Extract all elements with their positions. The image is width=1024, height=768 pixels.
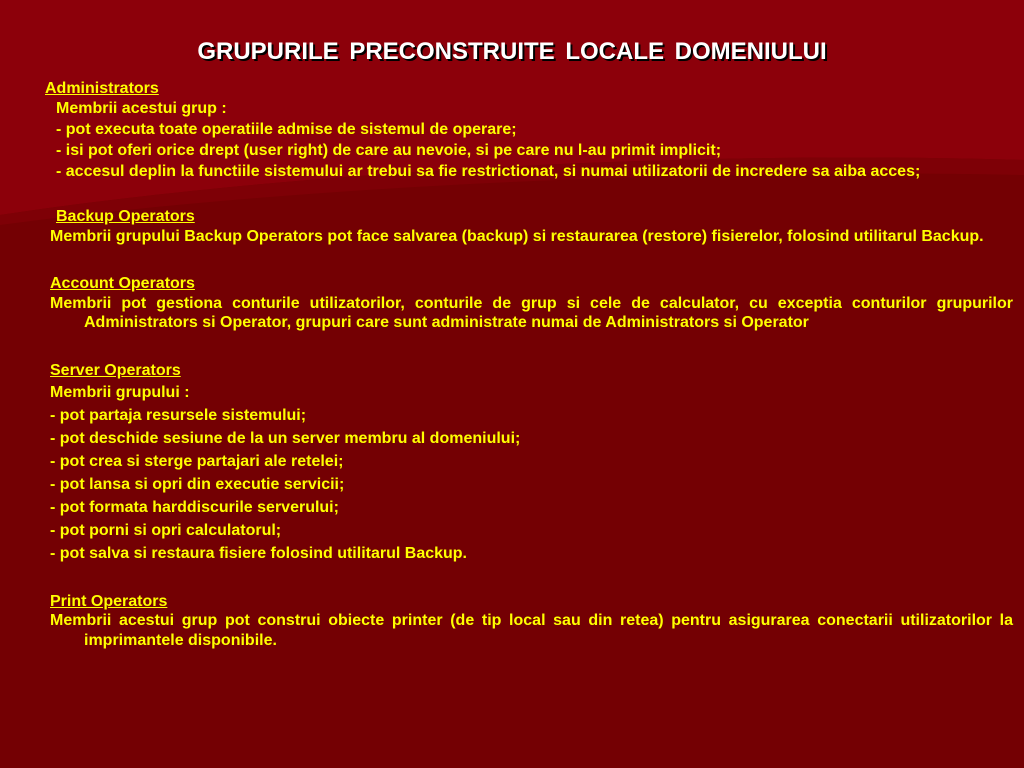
list-item: - pot formata harddiscurile serverului;	[50, 499, 339, 516]
list-item: - pot crea si sterge partajari ale retelei;	[50, 453, 344, 470]
list-item: - pot deschide sesiune de la un server membru al domeniului;	[50, 430, 521, 447]
section-administrators	[0, 79, 1024, 181]
list-item: - pot executa toate operatiile admise de sistemul de operare;	[56, 120, 517, 138]
section-account-operators	[0, 274, 1024, 333]
print-operators-text: Membrii acestui grup pot construi obiecte printer (de tip local sau din retea) pentru asigurarea conectarii utilizatorilor la imprimantele disponibile.	[50, 612, 1013, 649]
backup-operators-text: Membrii grupului Backup Operators pot face salvarea (backup) si restaurarea (restore) fisierelor, folosind utilitarul Backup.	[50, 227, 984, 245]
heading-server-operators: Server Operators	[50, 361, 181, 379]
slide-title: GRUPURILE PRECONSTRUITE LOCALE DOMENIULUI	[197, 38, 827, 65]
administrators-intro: Membrii acestui grup :	[56, 99, 227, 117]
list-item: - pot partaja resursele sistemului;	[50, 407, 307, 424]
heading-print-operators: Print Operators	[50, 592, 168, 610]
list-item: - pot porni si opri calculatorul;	[50, 522, 282, 539]
server-operators-list	[0, 383, 1024, 564]
section-backup-operators	[0, 207, 1024, 246]
heading-account-operators: Account Operators	[50, 275, 195, 292]
heading-backup-operators: Backup Operators	[56, 208, 195, 225]
section-server-operators	[0, 361, 1024, 564]
section-print-operators	[0, 592, 1024, 651]
account-operators-text: Membrii pot gestiona conturile utilizatorilor, conturile de grup si cele de calculator, cu exceptia conturilor grupurilor Administrators si Operator, grupuri care sunt administrate numai de Administrators si Operator	[50, 294, 1013, 331]
slide-content	[0, 79, 1024, 670]
heading-administrators: Administrators	[45, 80, 159, 97]
list-item: - pot salva si restaura fisiere folosind utilitarul Backup.	[50, 545, 467, 562]
list-item: - pot lansa si opri din executie servicii;	[50, 476, 345, 493]
server-operators-intro: Membrii grupului :	[50, 384, 190, 401]
list-item: - accesul deplin la functiile sistemului ar trebui sa fie restrictionat, si numai utilizatorii de incredere sa aiba acces;	[56, 162, 921, 180]
list-item: - isi pot oferi orice drept (user right) de care au nevoie, si pe care nu l-au primit implicit;	[56, 141, 722, 159]
administrators-list	[0, 120, 1024, 182]
